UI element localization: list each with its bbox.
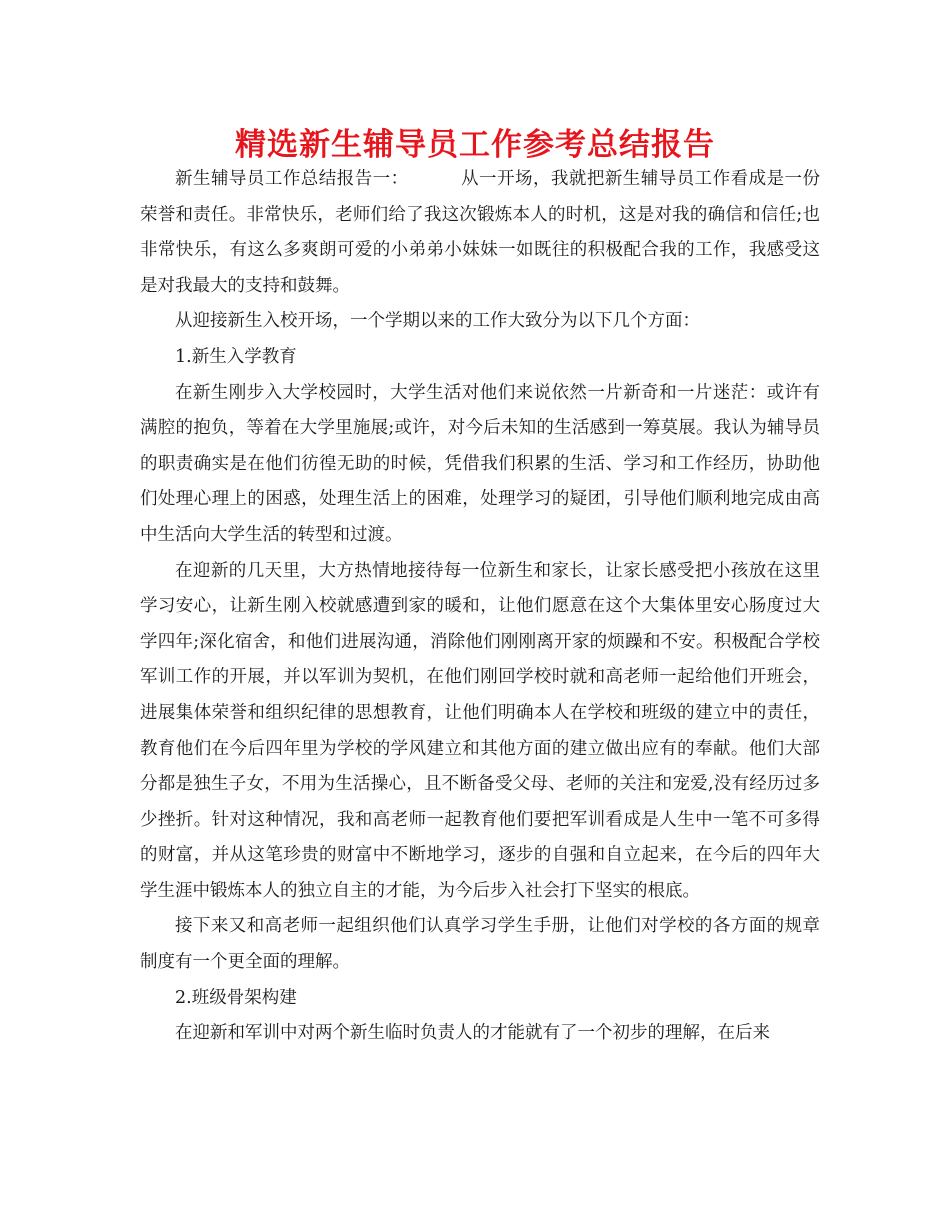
paragraph-1-lead: 新生辅导员工作总结报告一： — [175, 169, 409, 189]
section-heading-2: 2.班级骨架构建 — [175, 987, 297, 1008]
paragraph-1-text: 从一开场，我就把新生辅导员工作看成是一份荣誉和责任。非常快乐，老师们给了我这次锻炼本人的时机，这是对我的确信和信任;也非常快乐，有这么多爽朗可爱的小弟弟小妹妹一如既往的积极配合我的工作，我感受这是对我最大的支持和鼓舞。 — [140, 169, 821, 296]
paragraph-5: 接下来又和高老师一起组织他们认真学习学生手册，让他们对学校的各方面的规章制度有一个更全面的理解。 — [140, 916, 820, 973]
paragraph-2: 从迎接新生入校开场，一个学期以来的工作大致分为以下几个方面： — [175, 311, 700, 332]
section-heading-1: 1.新生入学教育 — [175, 346, 297, 367]
paragraph-4: 在迎新的几天里，大方热情地接待每一位新生和家长，让家长感受把小孩放在这里学习安心，让新生刚入校就感遭到家的暖和，让他们愿意在这个大集体里安心肠度过大学四年;深化宿舍，和他们进展沟通，消除他们刚刚离开家的烦躁和不安。积极配合学校军训工作的开展，并以军训为契机，在他们刚回学校时就和高老师一起给他们开班会，进展集体荣誉和组织纪律的思想教育，让他们明确本人在学校和班级的建立中的责任，教育他们在今后四年里为学校的学风建立和其他方面的建立做出应有的奉献。他们大部分都是独生子女，不用为生活操心，且不断备受父母、老师的关注和宠爱,没有经历过多少挫折。针对这种情况，我和高老师一起教育他们要把军训看成是人生中一笔不可多得的财富，并从这笔珍贵的财富中不断地学习，逐步的自强和自立起来，在今后的四年大学生涯中锻炼本人的独立自主的才能，为今后步入社会打下坚实的根底。 — [140, 560, 820, 901]
document-title: 精选新生辅导员工作参考总结报告 — [235, 127, 715, 163]
paragraph-1 — [140, 162, 820, 304]
paragraph-3: 在新生刚步入大学校园时，大学生活对他们来说依然一片新奇和一片迷茫：或许有满腔的抱负，等着在大学里施展;或许，对今后未知的生活感到一筹莫展。我认为辅导员的职责确实是在他们彷徨无助的时候，凭借我们积累的生活、学习和工作经历，协助他们处理心理上的困惑，处理生活上的困难，处理学习的疑团，引导他们顺利地完成由高中生活向大学生活的转型和过渡。 — [140, 382, 820, 545]
paragraph-6: 在迎新和军训中对两个新生临时负责人的才能就有了一个初步的理解，在后来 — [175, 1023, 770, 1044]
document-body — [140, 162, 820, 1052]
